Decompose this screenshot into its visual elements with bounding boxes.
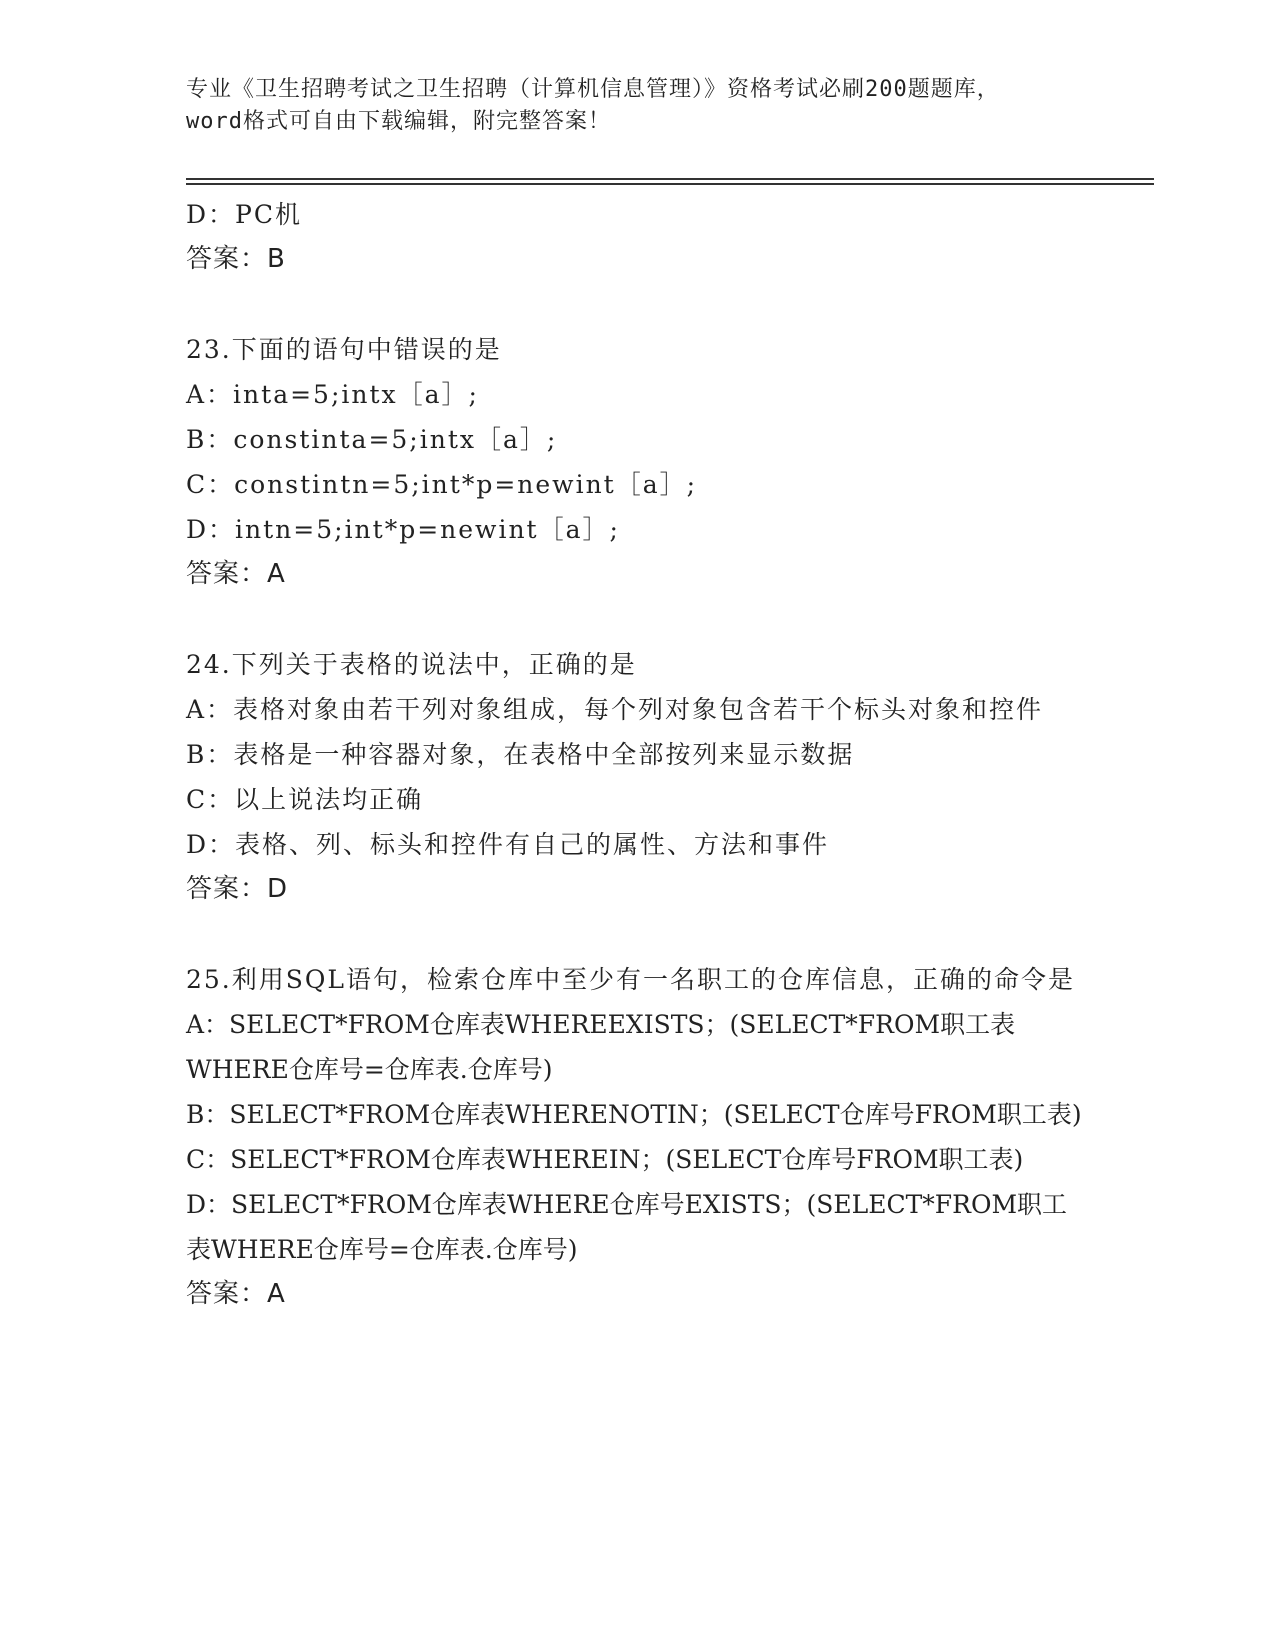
option-d: D：intn=5;int*p=newint［a］;: [186, 515, 620, 544]
option-a: A：inta=5;intx［a］;: [186, 380, 479, 409]
document-header: [186, 74, 1086, 138]
option-b: B：表格是一种容器对象，在表格中全部按列来显示数据: [186, 740, 855, 769]
question-stem: 24.下列关于表格的说法中，正确的是: [186, 650, 637, 679]
spacer: [186, 597, 1086, 642]
question-stem: 25.利用SQL语句，检索仓库中至少有一名职工的仓库信息，正确的命令是: [186, 965, 1075, 994]
question-25: [186, 957, 1086, 1317]
option-c: C：以上说法均正确: [186, 785, 424, 814]
answer-line: 答案：B: [186, 244, 286, 274]
header-divider-bottom: [186, 183, 1154, 185]
option-a: A：表格对象由若干列对象组成，每个列对象包含若干个标头对象和控件: [186, 695, 1044, 724]
document-body: [186, 192, 1086, 1317]
option-d: D：SELECT*FROM仓库表WHERE仓库号EXISTS；(SELECT*FROM职工表WHERE仓库号=仓库表.仓库号): [186, 1190, 1068, 1264]
option-b: B：constinta=5;intx［a］;: [186, 425, 558, 454]
answer-line: 答案：A: [186, 1279, 286, 1309]
option-c: C：constintn=5;int*p=newint［a］;: [186, 470, 698, 499]
answer-line: 答案：D: [186, 874, 289, 904]
option-c: C：SELECT*FROM仓库表WHEREIN；(SELECT仓库号FROM职工表): [186, 1145, 1024, 1174]
header-title-line-2: word格式可自由下载编辑，附完整答案！: [186, 109, 611, 134]
answer-line: 答案：A: [186, 559, 286, 589]
question-24: [186, 642, 1086, 912]
question-fragment: [186, 192, 1086, 282]
question-23: [186, 327, 1086, 597]
option-d: D：PC机: [186, 200, 302, 229]
spacer: [186, 912, 1086, 957]
option-a: A：SELECT*FROM仓库表WHEREEXISTS；(SELECT*FROM职工表WHERE仓库号=仓库表.仓库号): [186, 1010, 1016, 1084]
spacer: [186, 282, 1086, 327]
option-b: B：SELECT*FROM仓库表WHERENOTIN；(SELECT仓库号FROM职工表): [186, 1100, 1082, 1129]
header-title-line-1: 专业《卫生招聘考试之卫生招聘（计算机信息管理）》资格考试必刷200题题库，: [186, 77, 1000, 102]
question-stem: 23.下面的语句中错误的是: [186, 335, 502, 364]
option-d: D：表格、列、标头和控件有自己的属性、方法和事件: [186, 830, 830, 859]
header-divider-top: [186, 178, 1154, 180]
